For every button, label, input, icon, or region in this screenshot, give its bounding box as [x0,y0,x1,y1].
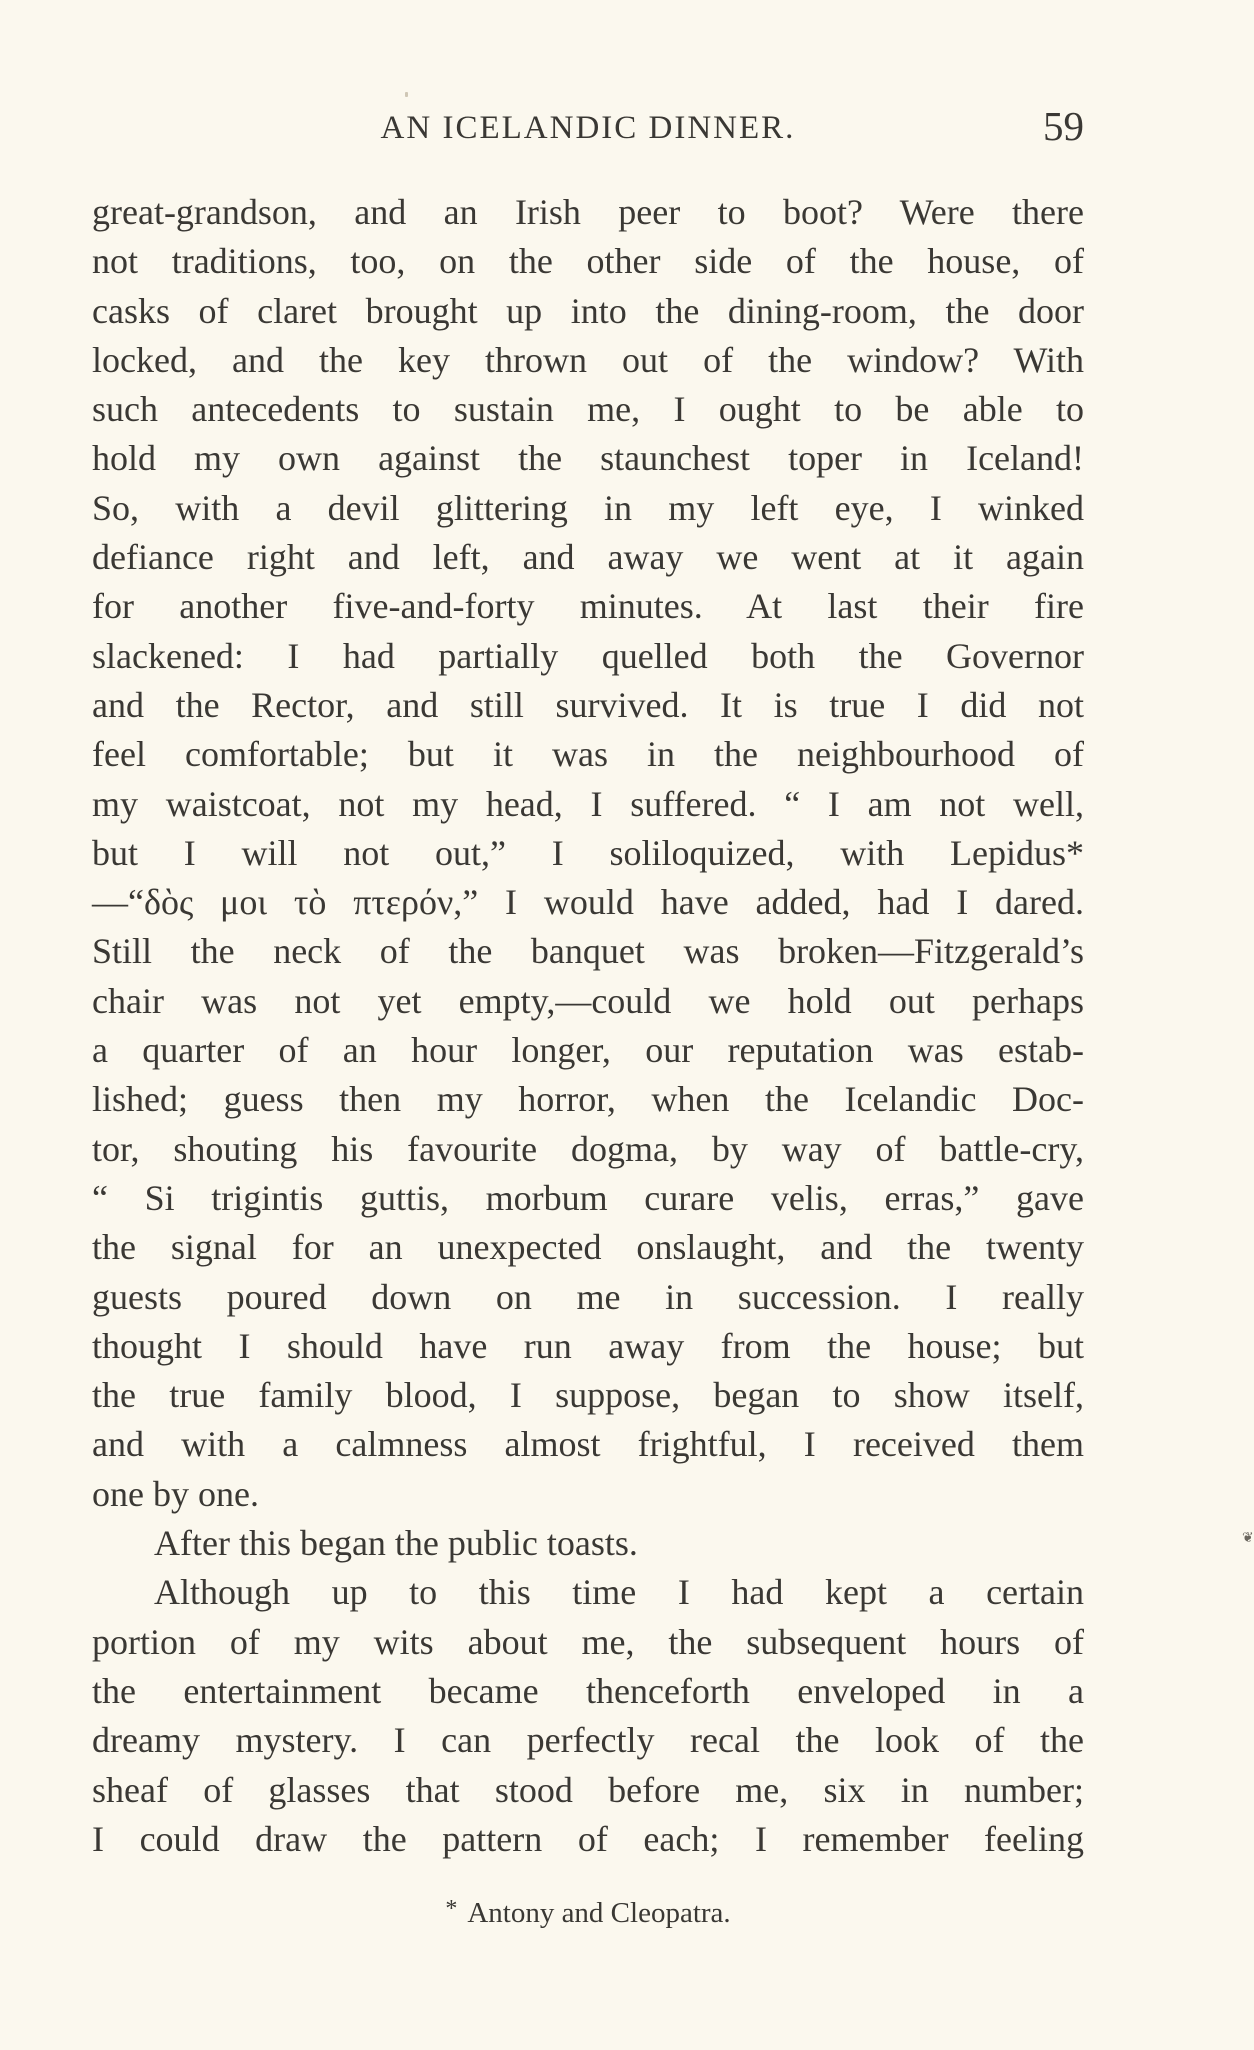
page-number: 59 [1043,103,1084,149]
text-line: Still the neck of the banquet was broken—Fitzgerald’s [92,931,1084,972]
text-line: “ Si trigintis guttis, morbum curare velis, erras,” gave [92,1177,1084,1218]
text-line: the signal for an unexpected onslaught, and the twenty [92,1227,1084,1268]
text-line: feel comfortable; but it was in the neighbourhood of [92,734,1084,775]
text-line: such antecedents to sustain me, I ought to be able to [92,389,1084,430]
text-line: dreamy mystery. I can perfectly recal the look of the [92,1720,1084,1761]
text-line: slackened: I had partially quelled both the Governor [92,635,1084,676]
text-line: chair was not yet empty,—could we hold out perhaps [92,980,1084,1021]
text-line: locked, and the key thrown out of the window? With [92,339,1084,380]
text-line: defiance right and left, and away we went at it again [92,537,1084,578]
text-line: casks of claret brought up into the dining-room, the door [92,290,1084,331]
running-title: AN ICELANDIC DINNER. [380,110,796,146]
margin-mark-icon: ❦ [1242,1530,1254,1546]
text-line: and with a calmness almost frightful, I received them [92,1424,1084,1465]
text-line: the true family blood, I suppose, began to show itself, [92,1375,1084,1416]
text-line: So, with a devil glittering in my left eye, I winked [92,487,1084,528]
text-line: guests poured down on me in succession. I really [92,1276,1084,1317]
text-line: my waistcoat, not my head, I suffered. “ I am not well, [92,783,1084,824]
page-header [92,103,1084,160]
text-line: one by one. [92,1473,259,1514]
text-line: I could draw the pattern of each; I remember feeling [92,1818,1084,1859]
text-line: but I will not out,” I soliloquized, with Lepidus* [92,832,1084,873]
text-line: hold my own against the staunchest toper in Iceland! [92,438,1084,479]
text-line: great-grandson, and an Irish peer to boot? Were there [92,192,1084,232]
text-line: tor, shouting his favourite dogma, by way of battle-cry, [92,1128,1084,1169]
text-line: —“δὸς μοι τὸ πτερόν,” I would have added, had I dared. [92,882,1084,923]
text-line: and the Rector, and still survived. It is true I did not [92,684,1084,725]
text-line: portion of my wits about me, the subsequent hours of [92,1621,1084,1662]
text-line: After this began the public toasts. [154,1523,638,1564]
footnote-marker: * [445,1896,458,1922]
text-line: sheaf of glasses that stood before me, six in number; [92,1769,1084,1810]
footnote-text: Antony and Cleopatra. [467,1897,731,1929]
text-line: the entertainment became thenceforth enveloped in a [92,1670,1084,1711]
footnote [92,1896,1084,1930]
text-line: thought I should have run away from the house; but [92,1325,1084,1366]
paper-speck [405,92,408,97]
text-line: for another five-and-forty minutes. At last their fire [92,586,1084,627]
body-text [92,188,1084,1864]
text-line: lished; guess then my horror, when the Icelandic Doc- [92,1079,1084,1120]
text-line: not traditions, too, on the other side of the house, of [92,241,1084,282]
text-line: Although up to this time I had kept a certain [154,1572,1084,1613]
text-line: a quarter of an hour longer, our reputation was estab- [92,1030,1084,1071]
